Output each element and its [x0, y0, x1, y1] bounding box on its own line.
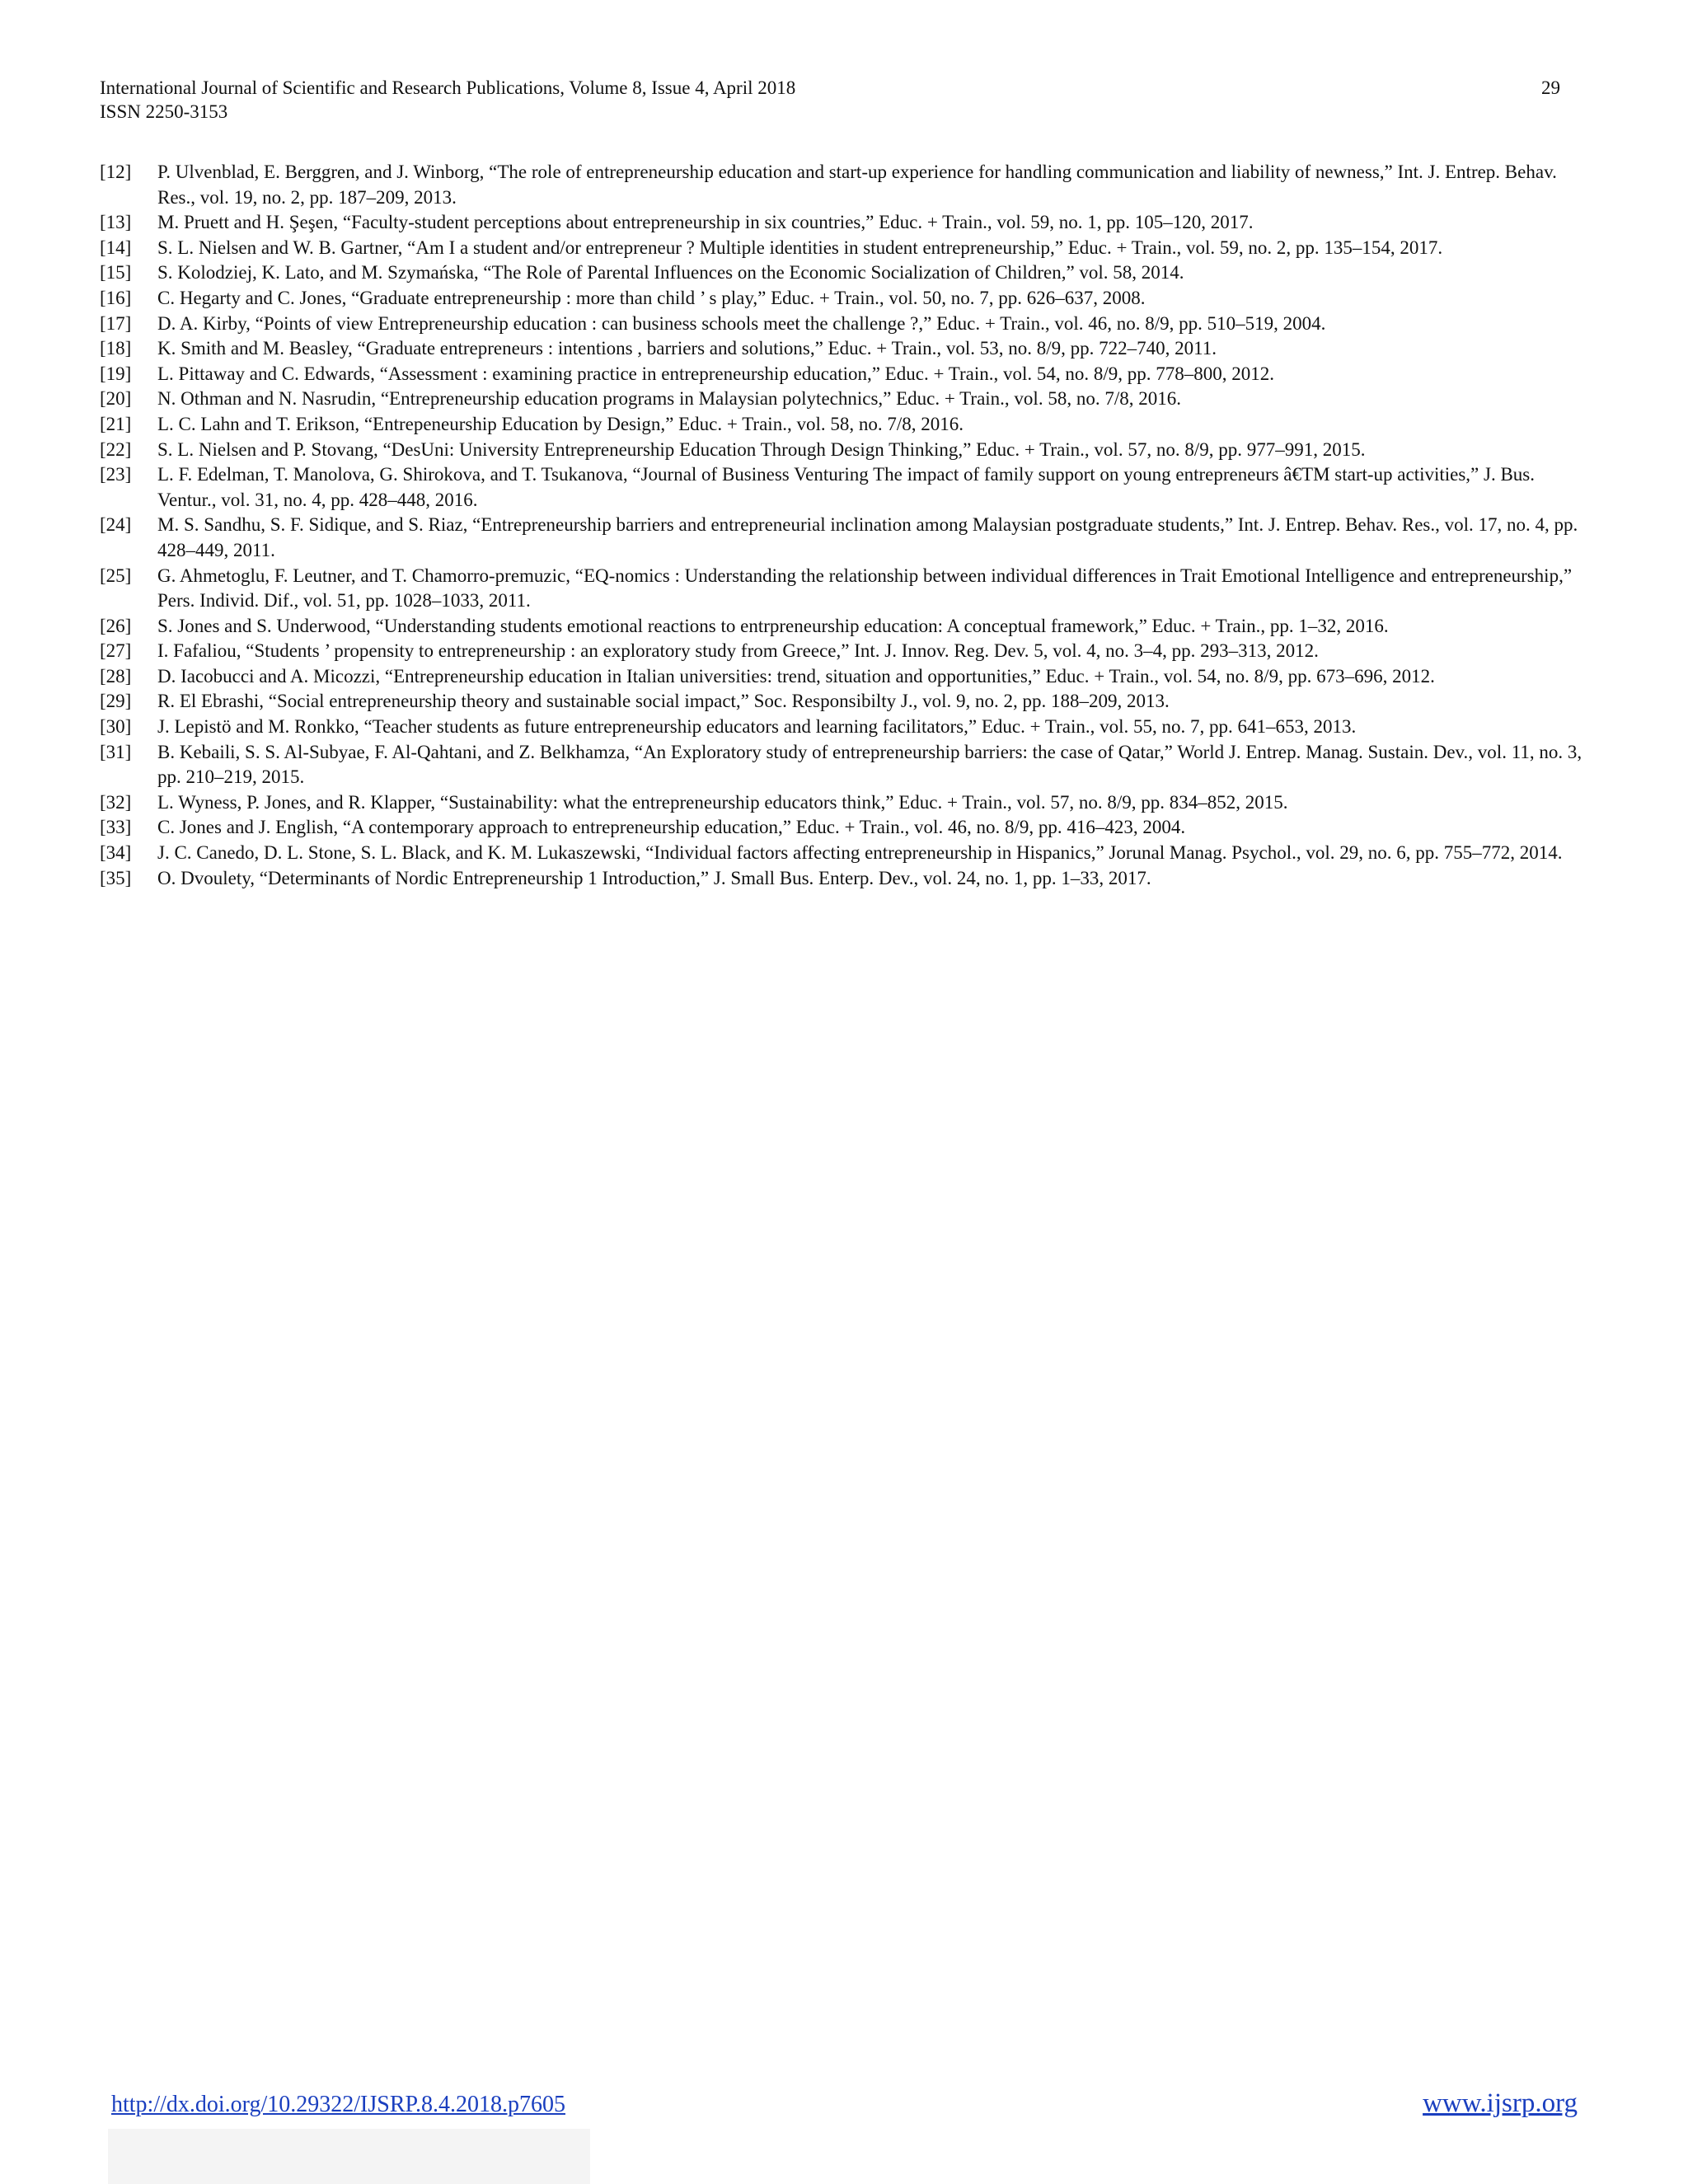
reference-text: C. Jones and J. English, “A contemporary approach to entrepreneurship education,” Educ. + Train., vol. 46, no. 8/9, pp. 416–423, 2004. — [157, 817, 1186, 838]
reference-number: [15] — [100, 262, 132, 284]
page-number: 29 — [1541, 77, 1560, 98]
reference-text: P. Ulvenblad, E. Berggren, and J. Winborg, “The role of entrepreneurship education and start-up experience for handling communication and liability of newness,” Int. J. Entrep. Behav. Res., vol. 19, no. 2, pp. 187–209, 2013. — [157, 162, 1557, 208]
footer-band — [108, 2129, 590, 2184]
reference-text: L. Wyness, P. Jones, and R. Klapper, “Sustainability: what the entrepreneurship educators think,” Educ. + Train., vol. 57, no. 8/9, pp. 834–852, 2015. — [157, 791, 1288, 813]
reference-item — [100, 438, 1583, 463]
reference-item — [100, 236, 1583, 261]
reference-number: [23] — [100, 464, 132, 485]
reference-item — [100, 841, 1583, 866]
reference-text: L. F. Edelman, T. Manolova, G. Shirokova, and T. Tsukanova, “Journal of Business Venturing The impact of family support on young entrepreneurs â€TM start-up activities,” J. Bus. Ventur., vol. 31, no. 4, pp. 428–448, 2016. — [157, 464, 1536, 510]
reference-item — [100, 639, 1583, 664]
reference-list — [100, 160, 1583, 891]
reference-text: J. C. Canedo, D. L. Stone, S. L. Black, and K. M. Lukaszewski, “Individual factors affecting entrepreneurship in Hispanics,” Jorunal Manag. Psychol., vol. 29, no. 6, pp. 755–772, 2014. — [157, 842, 1563, 864]
reference-text: S. Kolodziej, K. Lato, and M. Szymańska, “The Role of Parental Influences on the Economic Socialization of Children,” vol. 58, 2014. — [157, 262, 1184, 284]
reference-item — [100, 715, 1583, 740]
reference-number: [35] — [100, 867, 132, 888]
reference-item — [100, 286, 1583, 312]
reference-number: [14] — [100, 237, 132, 258]
reference-number: [16] — [100, 287, 132, 308]
reference-number: [13] — [100, 212, 132, 233]
reference-item — [100, 564, 1583, 614]
reference-number: [21] — [100, 413, 132, 434]
reference-number: [26] — [100, 615, 132, 636]
reference-text: S. L. Nielsen and P. Stovang, “DesUni: University Entrepreneurship Education Through Design Thinking,” Educ. + Train., vol. 57, no. 8/9, pp. 977–991, 2015. — [157, 438, 1366, 460]
reference-number: [17] — [100, 312, 132, 334]
reference-text: D. A. Kirby, “Points of view Entrepreneurship education : can business schools meet the challenge ?,” Educ. + Train., vol. 46, no. 8/9, pp. 510–519, 2004. — [157, 312, 1326, 334]
doi-link[interactable]: http://dx.doi.org/10.29322/IJSRP.8.4.2018.p7605 — [111, 2092, 565, 2117]
reference-number: [28] — [100, 665, 132, 687]
reference-number: [19] — [100, 363, 132, 384]
reference-text: B. Kebaili, S. S. Al-Subyae, F. Al-Qahtani, and Z. Belkhamza, “An Exploratory study of entrepreneurship barriers: the case of Qatar,” World J. Entrep. Manag. Sustain. Dev., vol. 11, no. 3, pp. 210–219, 2015. — [157, 741, 1582, 788]
reference-number: [32] — [100, 791, 132, 813]
reference-text: L. C. Lahn and T. Erikson, “Entrepeneurship Education by Design,” Educ. + Train., vol. 58, no. 7/8, 2016. — [157, 413, 964, 434]
reference-item — [100, 689, 1583, 715]
reference-item — [100, 160, 1583, 210]
issn: ISSN 2250-3153 — [100, 101, 228, 122]
reference-text: C. Hegarty and C. Jones, “Graduate entrepreneurship : more than child ’ s play,” Educ. + Train., vol. 50, no. 7, pp. 626–637, 2008. — [157, 287, 1146, 308]
reference-number: [20] — [100, 388, 132, 410]
reference-item — [100, 740, 1583, 790]
reference-number: [24] — [100, 514, 132, 536]
reference-number: [25] — [100, 565, 132, 586]
reference-text: I. Fafaliou, “Students ’ propensity to entrepreneurship : an exploratory study from Greece,” Int. J. Innov. Reg. Dev. 5, vol. 4, no. 3–4, pp. 293–313, 2012. — [157, 640, 1319, 662]
reference-item — [100, 866, 1583, 892]
reference-text: J. Lepistö and M. Ronkko, “Teacher students as future entrepreneurship educators and learning facilitators,” Educ. + Train., vol. 55, no. 7, pp. 641–653, 2013. — [157, 716, 1357, 738]
reference-text: K. Smith and M. Beasley, “Graduate entrepreneurs : intentions , barriers and solutions,” Educ. + Train., vol. 53, no. 8/9, pp. 722–740, 2011. — [157, 338, 1217, 359]
reference-number: [22] — [100, 438, 132, 460]
reference-number: [27] — [100, 640, 132, 662]
reference-item — [100, 790, 1583, 816]
reference-text: O. Dvoulety, “Determinants of Nordic Entrepreneurship 1 Introduction,” J. Small Bus. Enterp. Dev., vol. 24, no. 1, pp. 1–33, 2017. — [157, 867, 1151, 888]
reference-number: [12] — [100, 162, 132, 182]
reference-number: [31] — [100, 741, 132, 762]
reference-item — [100, 412, 1583, 438]
reference-item — [100, 336, 1583, 362]
reference-item — [100, 362, 1583, 387]
site-link[interactable]: www.ijsrp.org — [1423, 2088, 1578, 2118]
reference-item — [100, 513, 1583, 563]
reference-text: L. Pittaway and C. Edwards, “Assessment : examining practice in entrepreneurship education,” Educ. + Train., vol. 54, no. 8/9, pp. 778–800, 2012. — [157, 363, 1275, 384]
reference-item — [100, 614, 1583, 640]
reference-text: D. Iacobucci and A. Micozzi, “Entrepreneurship education in Italian universities: trend, situation and opportunities,” Educ. + Train., vol. 54, no. 8/9, pp. 673–696, 2012. — [157, 665, 1435, 687]
reference-number: [29] — [100, 691, 132, 712]
reference-number: [33] — [100, 817, 132, 838]
reference-number: [34] — [100, 842, 132, 864]
reference-item — [100, 815, 1583, 841]
reference-number: [30] — [100, 716, 132, 738]
reference-text: S. L. Nielsen and W. B. Gartner, “Am I a student and/or entrepreneur ? Multiple identities in student entrepreneurship,” Educ. + Train., vol. 59, no. 2, pp. 135–154, 2017. — [157, 237, 1443, 258]
reference-item — [100, 664, 1583, 690]
page-header — [100, 76, 1560, 124]
reference-item — [100, 462, 1583, 513]
reference-text: S. Jones and S. Underwood, “Understanding students emotional reactions to entrpreneurship education: A conceptual framework,” Educ. + Train., pp. 1–32, 2016. — [157, 615, 1389, 636]
reference-item — [100, 210, 1583, 236]
reference-item — [100, 312, 1583, 337]
reference-item — [100, 387, 1583, 412]
reference-text: R. El Ebrashi, “Social entrepreneurship theory and sustainable social impact,” Soc. Responsibilty J., vol. 9, no. 2, pp. 188–209, 2013. — [157, 691, 1170, 712]
reference-item — [100, 260, 1583, 286]
reference-text: M. Pruett and H. Şeşen, “Faculty-student perceptions about entrepreneurship in six countries,” Educ. + Train., vol. 59, no. 1, pp. 105–120, 2017. — [157, 212, 1254, 233]
journal-title: International Journal of Scientific and Research Publications, Volume 8, Issue 4, April 2018 — [100, 77, 796, 98]
reference-text: N. Othman and N. Nasrudin, “Entrepreneurship education programs in Malaysian polytechnics,” Educ. + Train., vol. 58, no. 7/8, 2016. — [157, 388, 1181, 410]
page-footer — [0, 2088, 1688, 2125]
reference-text: G. Ahmetoglu, F. Leutner, and T. Chamorro-premuzic, “EQ-nomics : Understanding the relationship between individual differences in Trait Emotional Intelligence and entrepreneurship,” Pers. Individ. Dif., vol. 51, pp. 1028–1033, 2011. — [157, 565, 1573, 612]
reference-number: [18] — [100, 338, 132, 359]
reference-text: M. S. Sandhu, S. F. Sidique, and S. Riaz, “Entrepreneurship barriers and entrepreneurial inclination among Malaysian postgraduate students,” Int. J. Entrep. Behav. Res., vol. 17, no. 4, pp. 428–449, 2011. — [157, 514, 1578, 560]
